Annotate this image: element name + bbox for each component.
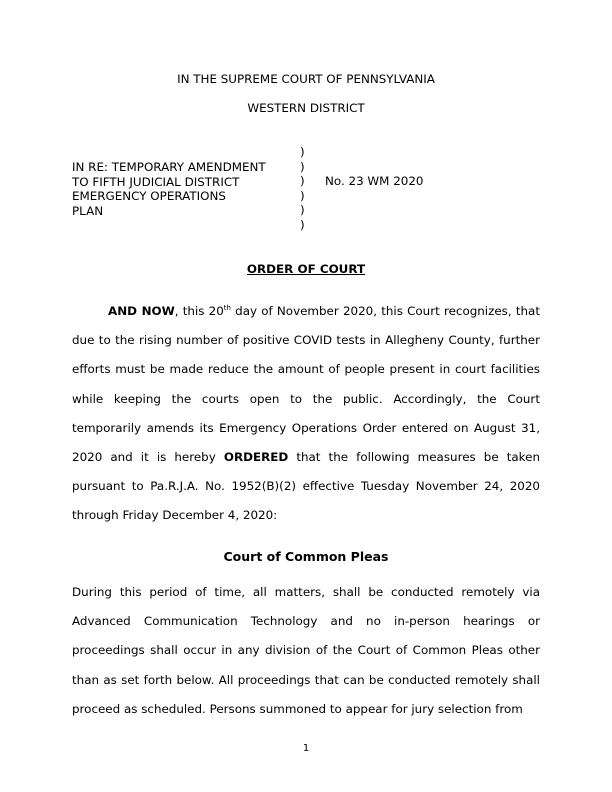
- caption-line: EMERGENCY OPERATIONS: [72, 189, 226, 203]
- paren-mark: ): [300, 174, 305, 188]
- and-now-bold: AND NOW: [108, 304, 175, 318]
- page-number: 1: [302, 743, 310, 754]
- order-heading: ORDER OF COURT: [246, 262, 366, 276]
- section-paragraph: During this period of time, all matters, shall be conducted remotely via Advanced Communication Technology and no in-person hearings or proceedings shall occur in any division of the Court of Common Pleas other than as set forth below. All proceedings that can be conducted remotely shall proceed as scheduled. Persons summoned to appear for jury selection from: [72, 585, 540, 716]
- paragraph-text: day of November 2020, this Court recognizes, that due to the rising number of positive COVID tests in Allegheny County, further efforts must be made reduce the amount of people present in court facilities while keeping the courts open to the public. Accordingly, the Court temporarily amends its Emergency Operations Order entered on August 31, 2020 and it is hereby: [72, 304, 540, 465]
- section-heading: Court of Common Pleas: [223, 549, 389, 564]
- ordered-bold: ORDERED: [223, 450, 289, 465]
- paragraph-text: , this 20: [174, 304, 224, 318]
- docket-number: No. 23 WM 2020: [325, 174, 424, 188]
- order-paragraph: [72, 297, 540, 531]
- paren-mark: ): [300, 188, 305, 203]
- paren-mark: ): [300, 217, 305, 232]
- ordinal-suffix: th: [223, 304, 231, 313]
- paragraph-text: that the following measures be taken pursuant to Pa.R.J.A. No. 1952(B)(2) effective Tuesday November 24, 2020 through Friday December 4, 2020:: [72, 450, 540, 523]
- paren-mark: ): [300, 159, 305, 174]
- paren-mark: ): [300, 145, 305, 159]
- caption-line: TO FIFTH JUDICIAL DISTRICT: [72, 174, 240, 189]
- court-name: IN THE SUPREME COURT OF PENNSYLVANIA: [177, 72, 435, 86]
- case-caption: [72, 160, 266, 218]
- district-name: WESTERN DISTRICT: [247, 101, 365, 115]
- paren-mark: ): [300, 203, 305, 217]
- caption-divider: [300, 145, 305, 232]
- caption-line: PLAN: [72, 203, 104, 218]
- caption-line: IN RE: TEMPORARY AMENDMENT: [72, 160, 266, 174]
